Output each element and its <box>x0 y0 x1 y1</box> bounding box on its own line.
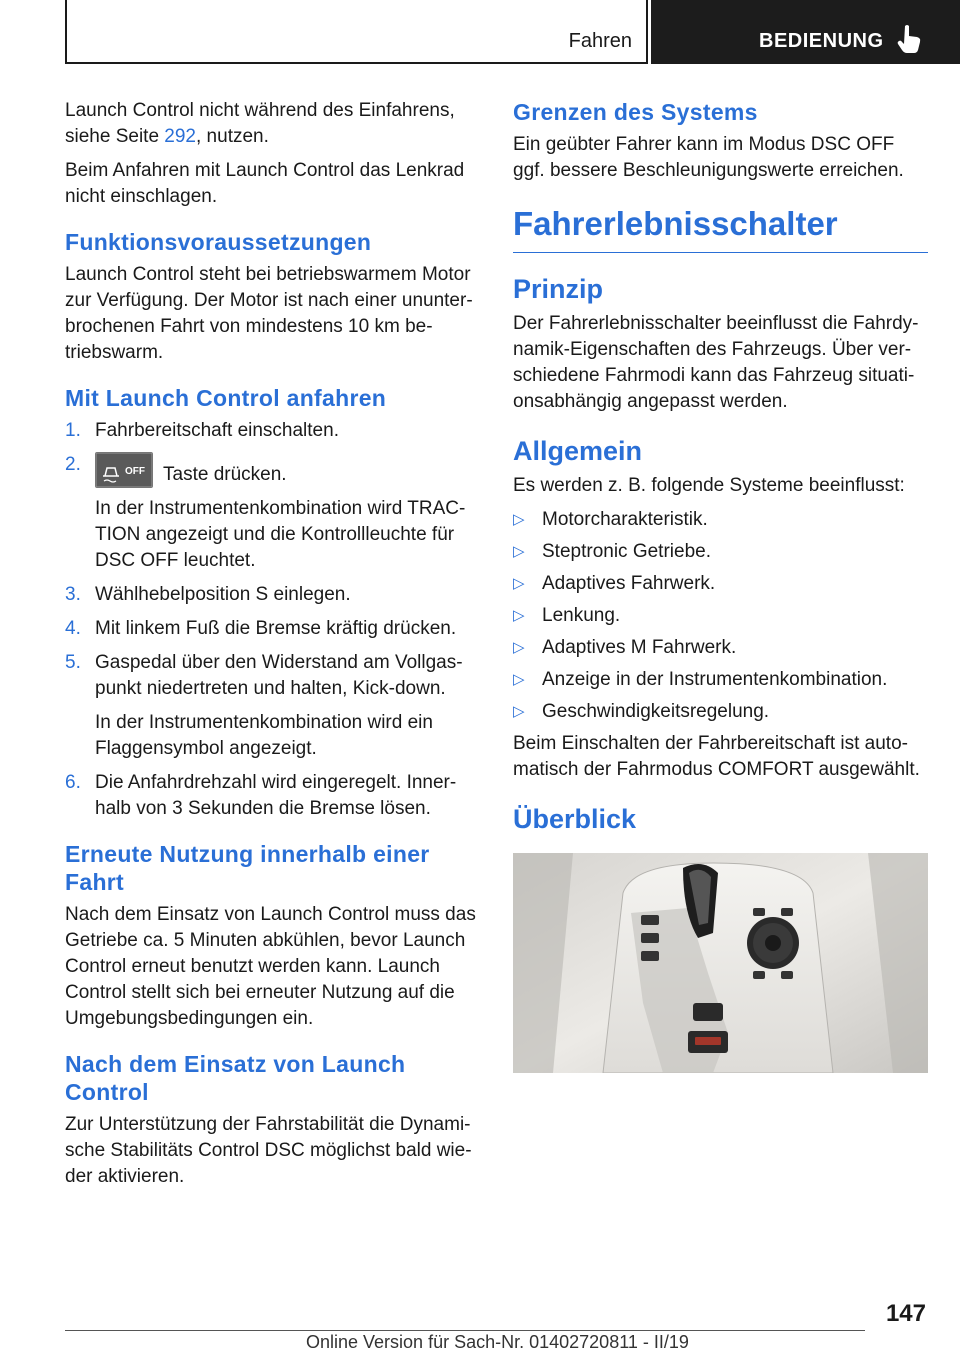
heading-ueberblick: Überblick <box>513 804 637 834</box>
prinzip-paragraph: Der Fahrerlebnisschalter beeinflusst die Fahrdy- namik-Eigenschaften des Fahrzeugs. Über ver- schiedene Fahrmodi kann das Fahrzeug situati- onsabhängig angepasst werden. <box>513 313 919 412</box>
heading-grenzen: Grenzen des Systems <box>513 99 758 125</box>
step-item: 6. Die Anfahrdrehzahl wird eingeregelt. Inner- halb von 3 Sekunden die Bremse lösen. <box>65 772 457 819</box>
list-item: ▷ Anzeige in der Instrumentenkombination. <box>513 667 928 693</box>
triangle-bullet-icon: ▷ <box>513 671 525 688</box>
step-item: 5. Gaspedal über den Widerstand am Vollgas- punkt niedertreten und halten, Kick-down. In der Instrumentenkombination wird ein Flaggensymbol angezeigt. <box>65 650 480 762</box>
triangle-bullet-icon: ▷ <box>513 639 525 656</box>
dsc-off-button-icon <box>95 452 153 488</box>
heading-nach-dem-einsatz: Nach dem Einsatz von Launch Control <box>65 1051 406 1105</box>
allgemein-paragraph-2: Beim Einschalten der Fahrbereitschaft ist auto- matisch der Fahrmodus COMFORT ausgewählt. <box>513 733 920 780</box>
step-item: 1. Fahrbereitschaft einschalten. <box>65 420 339 441</box>
heading-fahrerlebnisschalter: Fahrerlebnisschalter <box>513 204 928 253</box>
list-item: ▷ Adaptives Fahrwerk. <box>513 571 928 597</box>
page-header <box>65 0 960 66</box>
step-item: 3. Wählhebelposition S einlegen. <box>65 584 351 605</box>
triangle-bullet-icon: ▷ <box>513 511 525 528</box>
grenzen-paragraph: Ein geübter Fahrer kann im Modus DSC OFF ggf. bessere Beschleunigungswerte erreichen. <box>513 134 904 181</box>
chapter-tab <box>651 0 960 64</box>
erneut-paragraph: Nach dem Einsatz von Launch Control muss das Getriebe ca. 5 Minuten abkühlen, bevor Launch Control erneut benutzt werden kann. Launch Control stellt sich bei erneuter Nutzung auf die Umgebungsbedingungen ein. <box>65 904 476 1029</box>
hand-pointing-icon <box>897 24 923 54</box>
intro-paragraph-2: Beim Anfahren mit Launch Control das Lenkrad nicht einschlagen. <box>65 160 465 207</box>
triangle-bullet-icon: ▷ <box>513 703 525 720</box>
step-item: 4. Mit linkem Fuß die Bremse kräftig drücken. <box>65 618 457 639</box>
page-link[interactable]: 292 <box>164 126 196 147</box>
step-note: In der Instrumentenkombination wird TRAC- TION angezeigt und die Kontrollleuchte für DSC OFF leuchtet. <box>95 498 466 571</box>
section-tab <box>65 0 648 64</box>
center-console-photo <box>513 853 928 1073</box>
funktion-paragraph: Launch Control steht bei betriebswarmem Motor zur Verfügung. Der Motor ist nach einer ununter- brochenen Fahrt von mindestens 10 km be- triebswarm. <box>65 264 473 363</box>
triangle-bullet-icon: ▷ <box>513 543 525 560</box>
triangle-bullet-icon: ▷ <box>513 607 525 624</box>
footer-version-text: Online Version für Sach-Nr. 01402720811 - II/19 <box>306 1332 689 1352</box>
section-label: Fahren <box>568 30 632 52</box>
list-item: ▷ Geschwindigkeitsregelung. <box>513 699 928 725</box>
step-item: 2. OFF Taste drücken. In der Instrumentenkombination wird TRAC- TION angezeigt und die Kontrollleuchte für DSC OFF leuchtet. <box>65 452 480 574</box>
left-column <box>65 98 480 1198</box>
steps-list <box>65 418 480 822</box>
right-column <box>513 98 928 1073</box>
list-item: ▷ Motorcharakteristik. <box>513 507 928 533</box>
heading-funktionsvoraussetzungen: Funktionsvoraussetzungen <box>65 229 372 255</box>
list-item: ▷ Adaptives M Fahrwerk. <box>513 635 928 661</box>
heading-erneute-nutzung: Erneute Nutzung innerhalb einer Fahrt <box>65 841 430 895</box>
list-item: ▷ Steptronic Getriebe. <box>513 539 928 565</box>
chapter-label: BEDIENUNG <box>759 30 884 52</box>
dsc-icon-label: OFF <box>125 466 145 477</box>
step-note: In der Instrumentenkombination wird ein Flaggensymbol angezeigt. <box>95 712 433 759</box>
systems-list <box>513 507 928 725</box>
footer-divider <box>65 1330 865 1331</box>
list-item: ▷ Lenkung. <box>513 603 928 629</box>
page-number: 147 <box>885 1300 926 1327</box>
heading-prinzip: Prinzip <box>513 274 604 304</box>
allgemein-paragraph: Es werden z. B. folgende Systeme beeinflusst: <box>513 475 905 496</box>
triangle-bullet-icon: ▷ <box>513 575 525 592</box>
intro-paragraph-1: Launch Control nicht während des Einfahrens, siehe Seite 292, nutzen. <box>65 100 455 147</box>
heading-allgemein: Allgemein <box>513 436 643 466</box>
nach-paragraph: Zur Unterstützung der Fahrstabilität die Dynami- sche Stabilitäts Control DSC möglichst bald wie- der aktivieren. <box>65 1114 472 1187</box>
heading-launch-control-anfahren: Mit Launch Control anfahren <box>65 385 387 411</box>
